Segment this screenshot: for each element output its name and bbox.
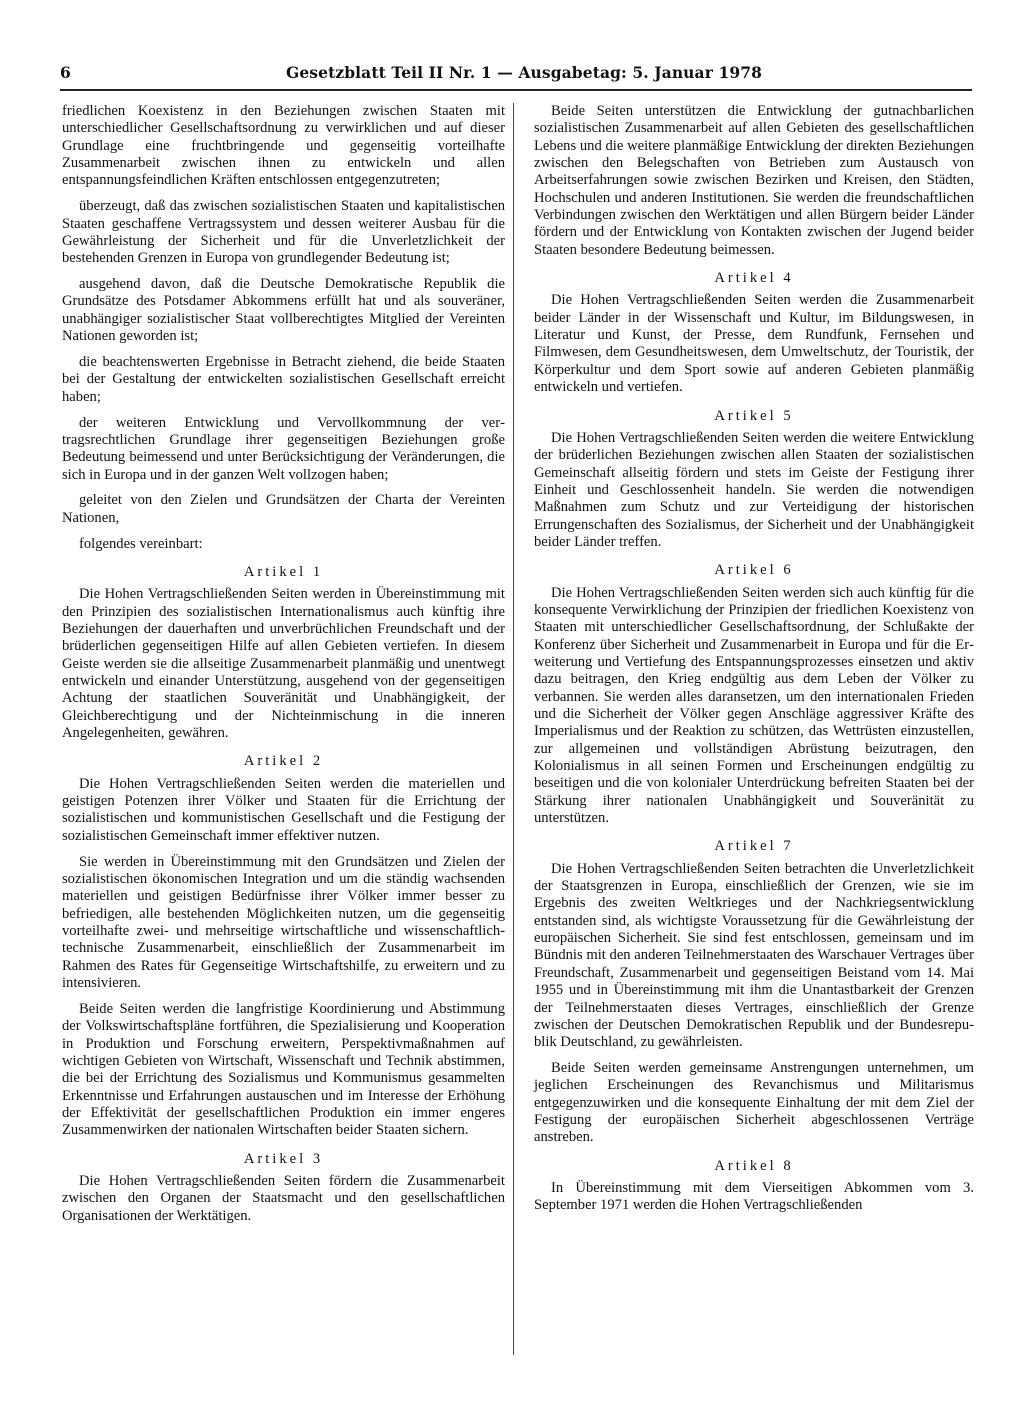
left-column (62, 103, 505, 1225)
article-2-paragraph: Sie werden in Übereinstimmung mit den Grundsätzen und Zielen der sozialistischen ökonomischen Integration und um die ständig wachsenden materiellen und geistigen Bedürfnisse ihrer Völker immer besser zu befriedigen, alle bestehenden Möglichkeiten nutzen, um die gegenseitig vorteilhafte zwei- und mehrseitige wirtschaftliche und wissenschaftlich-technische Zusammenarbeit, einschließlich der Zusammenarbeit im Rahmen des Rates für Gegenseitige Wirtschaftshilfe, zu erweitern und zu intensivieren. (62, 853, 505, 991)
page-header (60, 60, 970, 86)
article-5-heading: Artikel 5 (714, 407, 794, 424)
preamble-paragraph: der weiteren Entwicklung und Vervollkommnung der vertragsrechtlichen Grundlage ihrer gegenseitigen Beziehungen große Bedeutung beimessend und unter Berücksichtigung der Veränderungen, die sich in Europa und in der ganzen Welt vollzogen haben; (62, 414, 505, 483)
article-7-paragraph: Beide Seiten werden gemeinsame Anstrengungen unternehmen, um jeglichen Erscheinungen des Revanchismus und Militarismus entgegenzuwirken und die konsequente Einhaltung der mit dem Ziel der Festigung der europäischen Sicherheit abgeschlossenen Verträge anstreben. (534, 1060, 974, 1146)
article-8-heading: Artikel 8 (714, 1157, 794, 1174)
header-title: Gesetzblatt Teil II Nr. 1 — Ausgabetag: 5. Januar 1978 (286, 63, 763, 82)
preamble-paragraph: geleitet von den Zielen und Grundsätzen der Charta der Vereinten Nationen, (62, 492, 505, 526)
article-2-paragraph: Beide Seiten werden die langfristige Koordinierung und Abstimmung der Volkswirtschaftspläne fortführen, die Spezialisierung und Kooperation in Produktion und Forschung erweitern, Perspektivmaßnahmen auf wichtigen Gebieten von Wirtschaft, Wissenschaft und Technik abstimmen, die bei der Errichtung des Sozialismus und Kommunismus gesammelten Erkenntnisse und Erfahrungen austauschen und im Interesse der Erhöhung der Effektivität der gesellschaftlichen Produktion ein immer engeres Zusammenwirken der nationalen Wirtschaften beider Staaten sichern. (62, 1000, 505, 1139)
article-7-paragraph: Die Hohen Vertragschließenden Seiten betrachten die Unverletzlichkeit der Staatsgrenzen in Europa, einschließlich der Grenzen, wie sie im Ergebnis des zweiten Weltkrieges und der Nachkriegsentwicklung entstanden sind, als wichtigste Voraussetzung für die Gewährleistung der europäischen Sicherheit. Sie sind fest entschlossen, gemeinsam und im Bündnis mit den anderen Teilnehmerstaaten des Warschauer Vertrages über Freundschaft, Zusammenarbeit und gegenseitigen Beistand vom 14. Mai 1955 und in Übereinstimmung mit ihm die Unantastbarkeit der Grenzen der Teilnehmerstaaten dieses Vertrages, einschließlich der Grenze zwischen der Deutschen Demokratischen Republik und der Bundesrepublik Deutschland, zu gewährleisten. (534, 860, 974, 1051)
article-5-text: Die Hohen Vertragschließenden Seiten werden die weitere Entwicklung der brüderlichen Beziehungen zwischen allen Staaten der sozialistischen Gemeinschaft allseitig fördern und stets im Geiste der Festigung ihrer Einheit und Geschlossenheit handeln. Sie werden die notwendigen Maßnahmen zum Schutz und zur Verteidigung der historischen Errungenschaften des Sozialismus, der Sicherheit und der Unabhängigkeit beider Länder treffen. (534, 429, 974, 550)
article-3-text: Die Hohen Vertragschließenden Seiten fördern die Zusammenarbeit zwischen den Organen der Staatsmacht und den gesellschaftlichen Organisationen der Werktätigen. (62, 1172, 505, 1224)
article-4-text: Die Hohen Vertragschließenden Seiten werden die Zusammenarbeit beider Länder in der Wissenschaft und Kultur, im Bildungswesen, in Literatur und Kunst, der Presse, dem Rundfunk, Fernsehen und Filmwesen, dem Gesundheitswesen, dem Umweltschutz, der Touristik, der Körperkultur und dem Sport sowie auf anderen Gebieten planmäßig entwickeln und vertiefen. (534, 292, 974, 396)
preamble-paragraph: friedlichen Koexistenz in den Beziehungen zwischen Staaten mit unterschiedlicher Gesellschaftsordnung zu verwirklichen und auf dieser Grundlage eine fruchtbringende und gegenseitig vorteilhafte Zusammenarbeit zwischen ihnen zu entwickeln und allen entspannungsfeindlichen Kräften entschlossen entgegenzutreten; (62, 103, 505, 189)
article-3-heading: Artikel 3 (243, 1150, 324, 1167)
article-2-heading: Artikel 2 (243, 753, 324, 770)
article-3-continuation: Beide Seiten unterstützen die Entwicklung der gutnachbarlichen sozialistischen Zusammenarbeit auf allen Gebieten des gesellschaftlichen Lebens und die weitere planmäßige Entwicklung der direkten Beziehungen zwischen den Belegschaften von Betrieben zum Austausch von Arbeitserfahrungen sowie zwischen Bezirken und Kreisen, den Städten, Hochschulen und anderen Institutionen. Sie werden die freundschaftlichen Verbindungen zwischen den Werktätigen und allen Bürgern beider Länder fördern und der Entwicklung von Kontakten zwischen der Jugend beider Staaten besondere Bedeutung beimessen. (534, 103, 974, 258)
preamble-paragraph: überzeugt, daß das zwischen sozialistischen Staaten und kapitalistischen Staaten geschaffene Vertragssystem und dessen weiterer Ausbau für die Gewährleistung der Sicherheit und für die Unverletzlichkeit der bestehenden Grenzen in Europa von grundlegender Bedeutung ist; (62, 198, 505, 267)
preamble-paragraph: folgendes vereinbart: (79, 535, 203, 552)
header-rule (60, 89, 972, 91)
article-1-text: Die Hohen Vertragschließenden Seiten werden in Übereinstimmung mit den Prinzipien des sozialistischen Internationalismus auch künftig ihre Beziehungen der dauerhaften und unverbrüchlichen Freundschaft und der brüderlichen gegenseitigen Hilfe auf allen Gebieten vertiefen. In diesem Geiste werden sie die allseitige Zusammenarbeit planmäßig und unentwegt entwickeln und einander Unterstützung, ausgehend von der gegenseitigen Achtung der staatlichen Souveränität und Unabhängigkeit, der Gleichberechtigung und der Nichteinmischung in die inneren Angelegenheiten, gewähren. (62, 586, 505, 741)
preamble-paragraph: die beachtenswerten Ergebnisse in Betracht ziehend, die beide Staaten bei der Gestaltung der entwickelten sozialistischen Gesellschaft erreicht haben; (62, 353, 505, 405)
article-2-paragraph: Die Hohen Vertragschließenden Seiten werden die materiellen und geistigen Potenzen ihrer Völker und Staaten für die Errichtung der sozialistischen und kommunistischen Gesellschaft und die Festigung der sozialistischen Gemeinschaft immer effektiver nutzen. (62, 775, 505, 844)
article-6-heading: Artikel 6 (714, 562, 794, 579)
article-7-heading: Artikel 7 (714, 838, 794, 855)
column-divider (513, 103, 514, 1355)
article-8-text: In Übereinstimmung mit dem Vierseitigen Abkommen vom 3. September 1971 werden die Hohen Vertragschließenden (534, 1180, 974, 1214)
article-4-heading: Artikel 4 (714, 270, 794, 287)
right-column (534, 103, 974, 1215)
article-1-heading: Artikel 1 (243, 563, 324, 580)
page-number: 6 (60, 63, 71, 82)
preamble-paragraph: ausgehend davon, daß die Deutsche Demokratische Republik die Grundsätze des Potsdamer Abkommens erfüllt hat und als souveräner, unabhängiger sozialistischer Staat vollberechtigtes Mitglied der Vereinten Nationen geworden ist; (62, 276, 505, 345)
article-6-text: Die Hohen Vertragschließenden Seiten werden sich auch künftig für die konsequente Verwirklichung der Prinzipien der friedlichen Koexistenz von Staaten mit unterschiedlicher Gesellschaftsordnung, der Schlußakte der Konferenz über Sicherheit und Zusammenarbeit in Europa und für die Erweiterung und Vertiefung des Entspannungsprozesses einsetzen und aktiv dazu beitragen, den Krieg endgültig aus dem Leben der Völker zu verbannen. Sie werden alles daransetzen, um den internationalen Frieden und die Sicherheit der Völker gegen Anschläge aggressiver Kräfte des Imperialismus und der Reaktion zu schützen, das Wettrüsten einzustellen, zur allgemeinen und vollständigen Abrüstung beizutragen, den Kolonialismus in all seinen Formen und Erscheinungen endgültig zu beseitigen und die von kolonialer Unterdrückung befreiten Staaten bei der Stärkung ihrer nationalen Unabhängigkeit und Souveränität zu unterstützen. (534, 584, 974, 827)
